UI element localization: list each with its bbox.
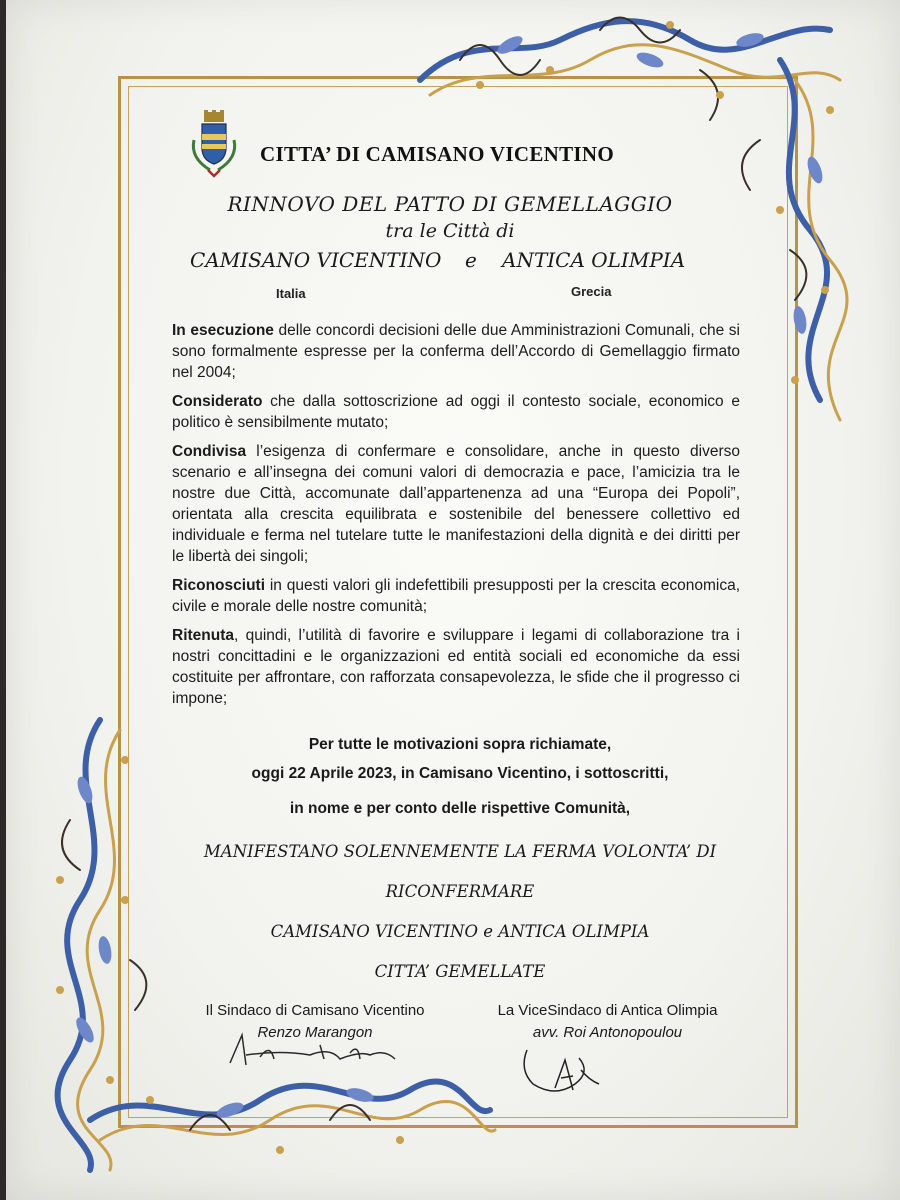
signatory-right bbox=[475, 1000, 740, 1044]
declaration-line: MANIFESTANO SOLENNEMENTE LA FERMA VOLONTA’ DI bbox=[203, 842, 717, 861]
signatory-right-name: avv. Roi Antonopoulou bbox=[532, 1024, 683, 1041]
paragraph-text: , quindi, l’utilità di favorire e sviluppare i legami di collaborazione tra i nostri concittadini e le organizzazioni ed entità sociali ed economiche da essi costituite per affrontare, con rafforzata consapevolezza, le sfide che il progresso ci impone; bbox=[172, 627, 740, 707]
motivations-block bbox=[160, 730, 760, 823]
center-line: Per tutte le motivazioni sopra richiamate, bbox=[308, 736, 612, 753]
title-subline: tra le Città di bbox=[385, 220, 515, 242]
title-block bbox=[120, 192, 780, 278]
country-left: Italia bbox=[276, 286, 306, 301]
country-right: Grecia bbox=[571, 284, 612, 299]
paragraph bbox=[172, 575, 740, 617]
paragraph-text: l’esigenza di confermare e consolidare, anche in questo diverso scenario e all’insegna dei comuni valori di democrazia e pace, l’amicizia tra le nostre due Città, accomunate dall’appartenenza ad una “Europa dei Popoli”, orientata alla crescita equilibrata e sostenibile del benessere collettivo ed individuale e ferma nel tutelare tutte le manifestazioni della dignità e dei diritti per le libertà dei singoli; bbox=[172, 443, 740, 565]
signatory-left-name: Renzo Marangon bbox=[257, 1024, 373, 1041]
paragraph-lead: Ritenuta bbox=[172, 627, 234, 644]
paragraph-text: in questi valori gli indefettibili presupposti per la crescita economica, civile e morale delle nostre comunità; bbox=[172, 577, 740, 615]
paragraph-text: delle concordi decisioni delle due Amministrazioni Comunali, che si sono formalmente espresse per la conferma dell’Accordo di Gemellaggio firmato nel 2004; bbox=[172, 322, 740, 381]
signatory-left-role: Il Sindaco di Camisano Vicentino bbox=[205, 1002, 425, 1019]
city-right: ANTICA OLIMPIA bbox=[502, 248, 686, 272]
coat-of-arms-icon bbox=[188, 110, 240, 180]
paragraph bbox=[172, 391, 740, 433]
paragraph-text: che dalla sottoscrizione ad oggi il contesto sociale, economico e politico è sensibilmente mutato; bbox=[172, 393, 740, 431]
center-line: in nome e per conto delle rispettive Comunità, bbox=[289, 800, 631, 817]
city-left: CAMISANO VICENTINO bbox=[190, 248, 442, 272]
paragraph-lead: In esecuzione bbox=[172, 322, 274, 339]
body-text bbox=[172, 320, 740, 717]
paragraph bbox=[172, 625, 740, 709]
signatory-right-role: La ViceSindaco di Antica Olimpia bbox=[497, 1002, 718, 1019]
city-header: CITTA’ DI CAMISANO VICENTINO bbox=[260, 142, 614, 166]
paragraph-lead: Condivisa bbox=[172, 443, 247, 460]
declaration-block bbox=[140, 832, 780, 992]
declaration-line: CAMISANO VICENTINO e ANTICA OLIMPIA bbox=[270, 922, 650, 941]
paragraph bbox=[172, 441, 740, 567]
document-header bbox=[188, 110, 688, 180]
paragraph-lead: Considerato bbox=[172, 393, 263, 410]
declaration-line: RICONFERMARE bbox=[385, 882, 535, 901]
handwritten-signature-left bbox=[220, 1025, 440, 1075]
handwritten-signature-right bbox=[515, 1040, 605, 1100]
declaration-line: CITTA’ GEMELLATE bbox=[374, 962, 546, 981]
conjunction: e bbox=[465, 248, 477, 272]
paragraph bbox=[172, 320, 740, 383]
document-title: RINNOVO DEL PATTO DI GEMELLAGGIO bbox=[227, 192, 673, 216]
paragraph-lead: Riconosciuti bbox=[172, 577, 266, 594]
center-line: oggi 22 Aprile 2023, in Camisano Vicentino, i sottoscritti, bbox=[251, 765, 669, 782]
